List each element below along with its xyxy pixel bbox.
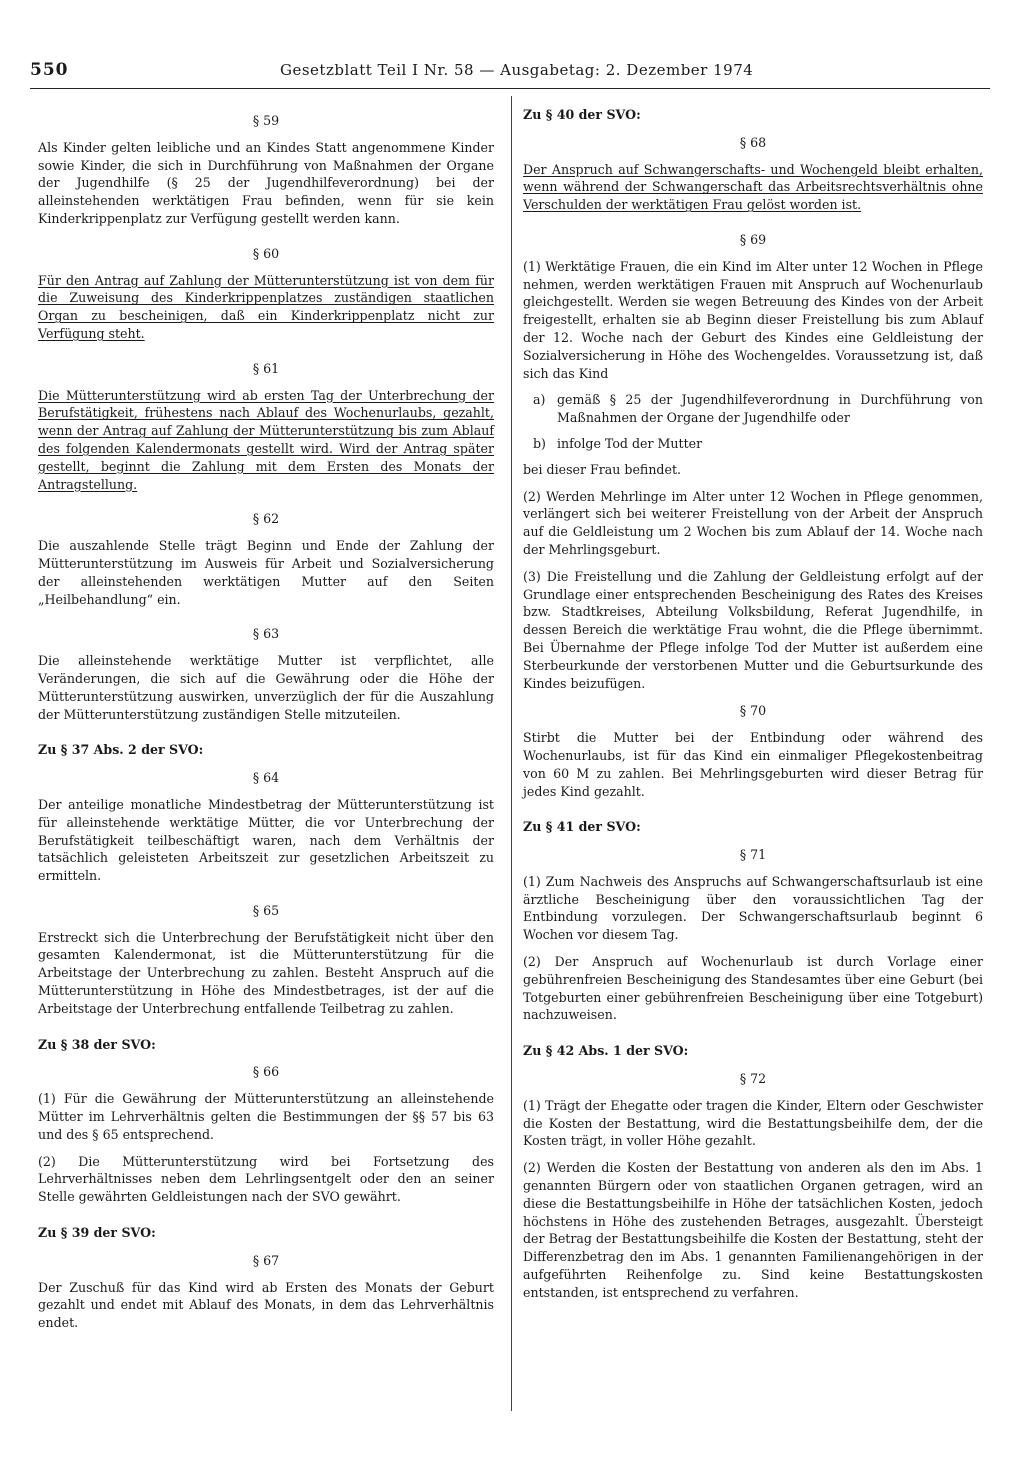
list-item-b [533, 435, 983, 453]
column-divider [511, 96, 512, 1411]
section-text-67: Der Zuschuß für das Kind wird ab Ersten des Monats der Geburt gezahlt und endet mit Ablauf des Monats, in dem das Lehrverhältnis endet. [38, 1279, 494, 1331]
section-72-paragraph-2: (2) Werden die Kosten der Bestattung von anderen als den im Abs. 1 genannten Bürgern oder von staatlichen Organen getragen, wird an diese die Bestattungsbeihilfe in Höhe der tatsächlichen Kosten, jedoch höchstens in Höhe des zustehenden Betrages, ausgezahlt. Übersteigt der Betrag der Bestattungsbeihilfe die Kosten der Bestattung, steht der Differenzbetrag den im Abs. 1 genannten Familienangehörigen in der aufgeführten Reihenfolge zu. Sind keine Bestattungskosten entstanden, ist entsprechend zu verfahren. [523, 1160, 983, 1300]
heading-zu-39: Zu § 39 der SVO: [38, 1225, 156, 1241]
heading-zu-37: Zu § 37 Abs. 2 der SVO: [38, 742, 204, 758]
list-item-text: infolge Tod der Mutter [557, 435, 703, 451]
heading-zu-41: Zu § 41 der SVO: [523, 819, 641, 835]
left-column [38, 106, 494, 1341]
section-71-paragraph-2: (2) Der Anspruch auf Wochenurlaub ist durch Vorlage einer gebührenfreien Bescheinigung des Standesamtes über eine Geburt (bei Totgeburten einer gebührenfreien Bescheinigung über eine Totgeburt) nachzuweisen. [523, 954, 983, 1023]
section-text-59: Als Kinder gelten leibliche und an Kindes Statt angenommene Kinder sowie Kinder, die sich in Durchführung von Maßnahmen der Organe der Jugendhilfe (§ 25 der Jugendhilfeverordnung) bei der alleinstehenden werktätigen Frau befinden, wenn für sie kein Kinderkrippenplatz zur Verfügung gestellt werden kann. [38, 139, 494, 226]
section-text-68: Der Anspruch auf Schwangerschafts- und Wochengeld bleibt erhalten, wenn während der Schwangerschaft das Arbeitsrechtsverhältnis ohne Verschulden der werktätigen Frau gelöst worden ist. [523, 161, 983, 213]
list-item-label: a) [533, 392, 546, 408]
section-title-59: § 59 [252, 113, 280, 128]
section-title-69: § 69 [739, 231, 767, 247]
section-title-67: § 67 [252, 1252, 280, 1268]
section-text-62: Die auszahlende Stelle trägt Beginn und Ende der Zahlung der Mütterunterstützung im Ausweis für Arbeit und Sozialversicherung der alleinstehenden werktätigen Mutter auf den Seiten „Heilbehandlung“ ein. [38, 538, 494, 607]
section-71-paragraph-1: (1) Zum Nachweis des Anspruchs auf Schwangerschaftsurlaub ist eine ärztliche Bescheinigung über den voraussichtlichen Tag der Entbindung vorzulegen. Der Schwangerschaftsurlaub beginnt 6 Wochen vor diesem Tag. [523, 873, 983, 943]
section-title-72: § 72 [739, 1071, 767, 1087]
page-header [30, 58, 990, 89]
section-text-61: Die Mütterunterstützung wird ab ersten Tag der Unterbrechung der Berufstätigkeit, frühestens nach Ablauf des Wochenurlaubs, gezahlt, wenn der Antrag auf Zahlung der Mütterunterstützung bis zum Ablauf des folgenden Kalendermonats gestellt wird. Wird der Antrag später gestellt, beginnt die Zahlung mit dem Ersten des Monats der Antragstellung. [38, 387, 494, 492]
section-69-paragraph-3: (3) Die Freistellung und die Zahlung der Geldleistung erfolgt auf der Grundlage einer entsprechenden Bescheinigung des Rates des Kreises bzw. Stadtkreises, Abteilung Volksbildung, Referat Jugendhilfe, in dessen Bereich die werktätige Frau wohnt, die die Pflege übernimmt. Bei Übernahme der Pflege infolge Tod der Mutter ist außerdem eine Sterbeurkunde der verstorbenen Mutter und die Geburtsurkunde des Kindes beizufügen. [523, 568, 983, 691]
list-item-label: b) [533, 435, 546, 451]
right-column [523, 106, 983, 1311]
section-title-63: § 63 [252, 626, 280, 642]
page-number: 550 [30, 60, 69, 80]
section-title-71: § 71 [739, 847, 767, 863]
section-text-65: Erstreckt sich die Unterbrechung der Berufstätigkeit nicht über den gesamten Kalendermonat, ist die Mütterunterstützung für die Arbeitstage der Unterbrechung zu zahlen. Besteht Anspruch auf die Mütterunterstützung in Höhe des Mindestbetrages, ist der auf die Arbeitstage der Unterbrechung entfallende Teilbetrag zu zahlen. [38, 929, 494, 1016]
section-title-61: § 61 [252, 360, 280, 376]
section-title-68: § 68 [739, 134, 767, 150]
heading-zu-42: Zu § 42 Abs. 1 der SVO: [523, 1043, 689, 1059]
section-title-62: § 62 [252, 511, 280, 527]
section-69-paragraph-1: (1) Werktätige Frauen, die ein Kind im Alter unter 12 Wochen in Pflege nehmen, werden werktätigen Frauen mit Anspruch auf Wochenurlaub gleichgestellt. Werden sie wegen Betreuung des Kindes von der Arbeit freigestellt, erhalten sie ab Beginn dieser Freistellung bis zum Ablauf der 12. Woche nach der Geburt des Kindes eine Geldleistung der Sozialversicherung in Höhe des Wochengeldes. Voraussetzung ist, daß sich das Kind [523, 258, 983, 381]
section-title-65: § 65 [252, 902, 280, 918]
section-title-64: § 64 [252, 770, 280, 786]
section-66-paragraph-1: (1) Für die Gewährung der Mütterunterstützung an alleinstehende Mütter im Lehrverhältnis gelten die Bestimmungen der §§ 57 bis 63 und des § 65 entsprechend. [38, 1091, 494, 1142]
section-title-66: § 66 [252, 1064, 280, 1080]
list-item-text: gemäß § 25 der Jugendhilfeverordnung in Durchführung von Maßnahmen der Organe der Jugendhilfe oder [557, 392, 983, 426]
section-text-60: Für den Antrag auf Zahlung der Mütterunterstützung ist von dem für die Zuweisung des Kinderkrippenplatzes zuständigen staatlichen Organ zu bescheinigen, daß ein Kinderkrippenplatz nicht zur Verfügung steht. [38, 272, 494, 341]
section-66-paragraph-2: (2) Die Mütterunterstützung wird bei Fortsetzung des Lehrverhältnisses neben dem Lehrlingsentgelt oder den an seiner Stelle gewährten Geldleistungen nach der SVO gewährt. [38, 1153, 494, 1205]
section-text-64: Der anteilige monatliche Mindestbetrag der Mütterunterstützung ist für alleinstehende werktätige Mütter, die vor Unterbrechung der Berufstätigkeit teilbeschäftigt waren, nach dem Verhältnis der tatsächlich geleisteten Arbeitszeit zur gesetzlichen Arbeitszeit zu ermitteln. [38, 796, 494, 884]
header-title: Gesetzblatt Teil I Nr. 58 — Ausgabetag: 2. Dezember 1974 [280, 61, 754, 79]
list-item-a [533, 391, 983, 427]
section-69-paragraph-2: (2) Werden Mehrlinge im Alter unter 12 Wochen in Pflege genommen, verlängert sich bei weiterer Freistellung von der Arbeit der Anspruch auf die Geldleistung um 2 Wochen bis zum Ablauf der 14. Woche nach der Mehrlingsgeburt. [523, 488, 983, 557]
section-title-70: § 70 [739, 703, 767, 719]
section-title-60: § 60 [252, 245, 280, 261]
heading-zu-38: Zu § 38 der SVO: [38, 1036, 156, 1052]
section-text-70: Stirbt die Mutter bei der Entbindung oder während des Wochenurlaubs, ist für das Kind ein einmaliger Pflegekostenbeitrag von 60 M zu zahlen. Bei Mehrlingsgeburten wird dieser Betrag für jedes Kind gezahlt. [523, 730, 983, 799]
section-text-63: Die alleinstehende werktätige Mutter ist verpflichtet, alle Veränderungen, die sich auf die Gewährung oder die Höhe der Mütterunterstützung auswirken, unverzüglich der für die Auszahlung der Mütterunterstützung zuständigen Stelle mitzuteilen. [38, 653, 494, 722]
section-69-paragraph-1-end: bei dieser Frau befindet. [523, 461, 682, 477]
section-72-paragraph-1: (1) Trägt der Ehegatte oder tragen die Kinder, Eltern oder Geschwister die Kosten der Bestattung, wird die Bestattungsbeihilfe dem, der die Kosten trägt, in voller Höhe gezahlt. [523, 1097, 983, 1149]
heading-zu-40: Zu § 40 der SVO: [523, 107, 641, 122]
